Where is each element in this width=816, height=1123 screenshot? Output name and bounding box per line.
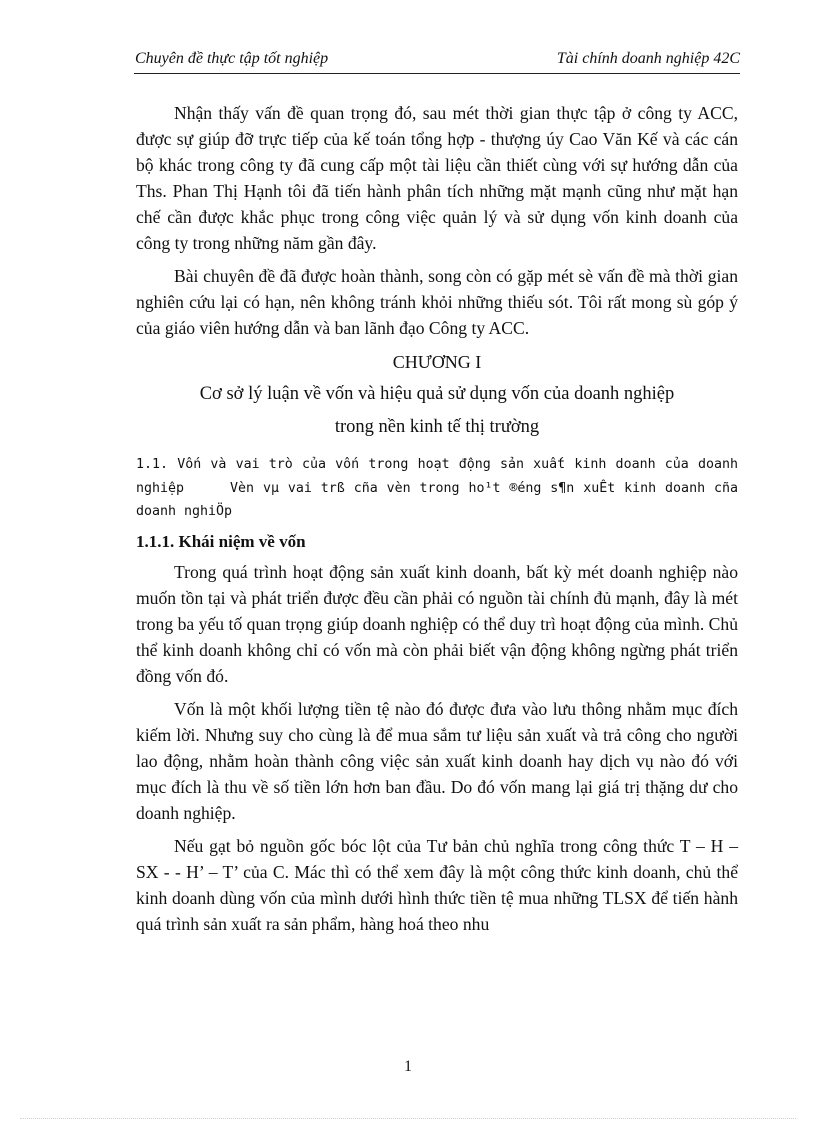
section-heading-garbled: Vèn vµ vai trß cña vèn trong ho¹t ®éng s¶n xuÊt kinh doanh cña doanh nghiÖp [136, 480, 738, 519]
page-number: 1 [404, 1058, 412, 1075]
body-paragraph-2: Vốn là một khối lượng tiền tệ nào đó được đưa vào lưu thông nhằm mục đích kiếm lời. Nhưng suy cho cùng là để mua sắm tư liệu sản xuất và trả công cho người lao động, nhằm hoàn thành công việc sản xuất kinh doanh hay dịch vụ nào đó với mục đích là thu về số tiền lớn hơn ban đầu. Do đó vốn mang lại giá trị thặng dư cho doanh nghiệp. [136, 698, 738, 823]
body-paragraph-3: Nếu gạt bỏ nguồn gốc bóc lột của Tư bản chủ nghĩa trong công thức T – H – SX - - H’ – T’ của C. Mác thì có thể xem đây là một công thức kinh doanh, chủ thể kinh doanh dùng vốn của mình dưới hình thức tiền tệ mua những TLSX để tiến hành quá trình sản xuất ra sản phẩm, hàng hoá theo nhu [136, 835, 738, 934]
body-paragraph-1: Trong quá trình hoạt động sản xuất kinh doanh, bất kỳ mét doanh nghiệp nào muốn tồn tại và phát triển được đều cần phải có nguồn tài chính đủ mạnh, đây là mét trong ba yếu tố quan trọng giúp doanh nghiệp có thể duy trì hoạt động của mình. Chủ thể kinh doanh không chỉ có vốn mà còn phải biết vận động không ngừng phát triển đồng vốn đó. [136, 561, 738, 686]
page-header [134, 47, 740, 74]
chapter-title [136, 378, 738, 444]
chapter-label: CHƯƠNG I [392, 352, 482, 372]
chapter-title-line-2: trong nền kinh tế thị trường [334, 417, 540, 437]
intro-paragraph-2: Bài chuyên đề đã được hoàn thành, song còn có gặp mét sè vấn đề mà thời gian nghiên cứu lại có hạn, nên không tránh khỏi những thiếu sót. Tôi rất mong sù góp ý của giáo viên hướng dẫn và ban lãnh đạo Công ty ACC. [136, 266, 738, 338]
section-heading [136, 453, 738, 524]
header-right-title: Tài chính doanh nghiệp 42C [556, 50, 740, 67]
header-left-title: Chuyên đề thực tập tốt nghiệp [135, 50, 329, 67]
page-content [136, 100, 738, 937]
subsection-heading: 1.1.1. Khái niệm về vốn [136, 531, 306, 551]
intro-paragraph-1: Nhận thấy vấn đề quan trọng đó, sau mét thời gian thực tập ở công ty ACC, được sự giúp đỡ trực tiếp của kế toán tổng hợp - thượng úy Cao Văn Kế và các cán bộ khác trong công ty đã cung cấp một tài liệu cần thiết cùng với sự hướng dẫn của Ths. Phan Thị Hạnh tôi đã tiến hành phân tích những mặt mạnh cũng như mặt hạn chế cần được khắc phục trong công việc quản lý và sử dụng vốn kinh doanh của công ty trong những năm gần đây. [136, 103, 738, 253]
section-heading-text: 1.1. Vốn và vai trò của vốn trong hoạt động sản xuất kinh doanh của doanh nghiệp [136, 457, 738, 496]
chapter-title-line-1: Cơ sở lý luận về vốn và hiệu quả sử dụng vốn của doanh nghiệp [199, 384, 675, 404]
page-bottom-rule [20, 1118, 796, 1119]
